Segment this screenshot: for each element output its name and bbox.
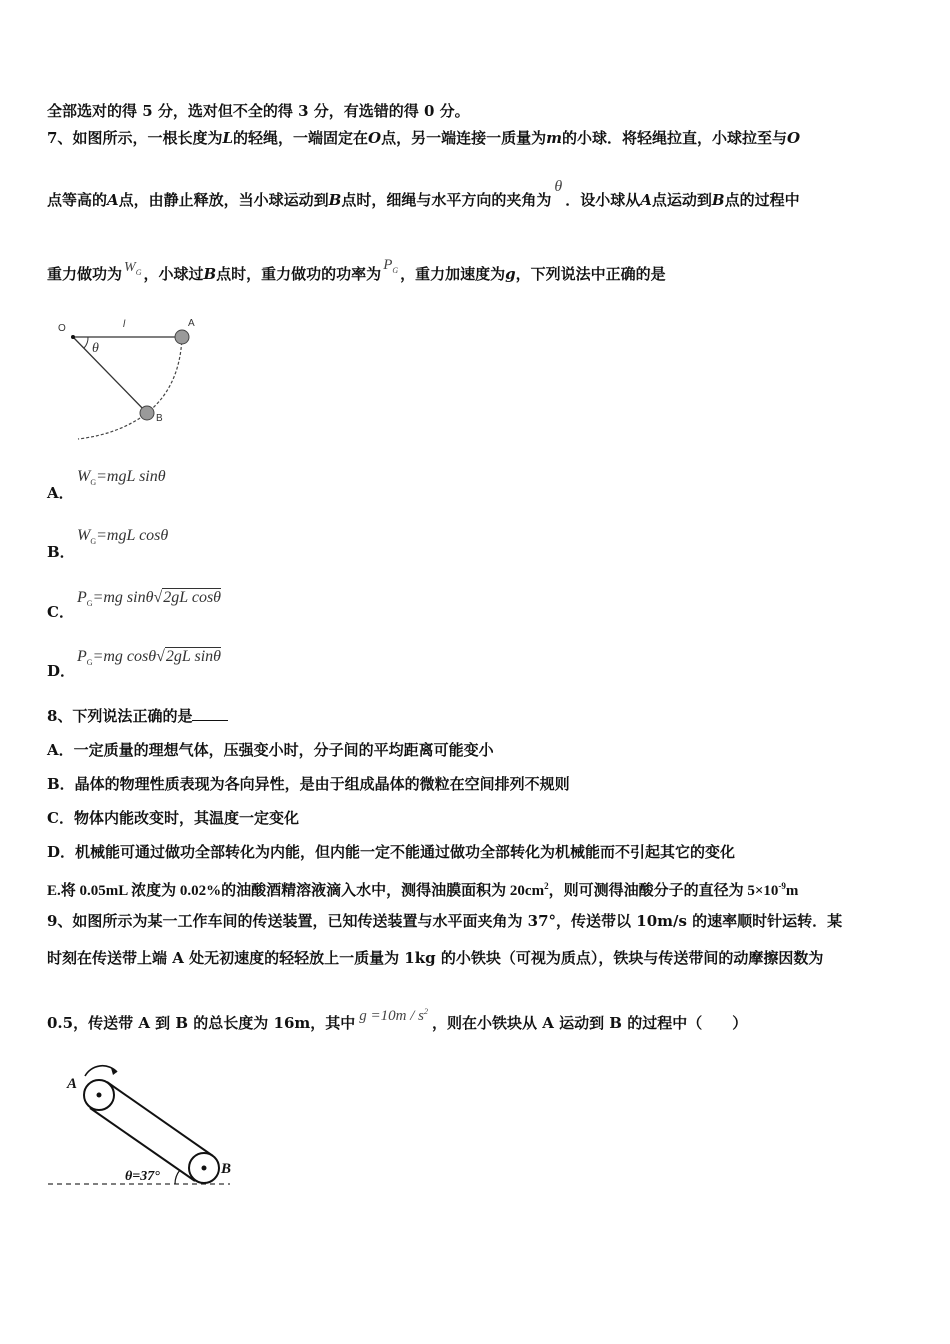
q7-stem-line-3 bbox=[47, 257, 666, 291]
q7-option-a-formula bbox=[77, 468, 166, 487]
symbol-L: L bbox=[222, 129, 233, 147]
sqrt-sign: √ bbox=[156, 648, 165, 665]
symbol-B: B bbox=[203, 265, 217, 283]
q7-text: 的小球．将轻绳拉直，小球拉至与 bbox=[561, 129, 787, 147]
subscript-G: G bbox=[392, 266, 399, 275]
symbol-P: P bbox=[77, 589, 87, 606]
q8-option-e-text: ，则可测得油酸分子的直径为 5×10 bbox=[548, 883, 779, 899]
q7-text: ，下列说法中正确的是 bbox=[515, 265, 666, 283]
q7-text: ，重力加速度为 bbox=[400, 265, 506, 283]
subscript-G: G bbox=[86, 599, 93, 609]
subscript-G: G bbox=[90, 478, 97, 488]
superscript: 2 bbox=[424, 1007, 428, 1016]
q7-text: 点，由静止释放，当小球运动到 bbox=[118, 191, 329, 209]
q8-option-c: C．物体内能改变时，其温度一定变化 bbox=[47, 809, 299, 827]
angle-arc bbox=[175, 1170, 180, 1184]
symbol-O: O bbox=[787, 129, 801, 147]
q7-text: ，小球过 bbox=[143, 265, 204, 283]
angle-arc bbox=[84, 337, 88, 348]
q7-text: 点时，重力做功的功率为 bbox=[216, 265, 382, 283]
q8-stem bbox=[47, 706, 228, 726]
sqrt-radicand: 2gL sinθ bbox=[165, 648, 222, 665]
conveyor-figure bbox=[45, 1060, 245, 1190]
subscript-G: G bbox=[90, 537, 97, 547]
q7-option-d-label: D． bbox=[47, 662, 76, 680]
sqrt-radicand: 2gL cosθ bbox=[163, 589, 222, 606]
label-angle: θ=37° bbox=[125, 1169, 160, 1184]
symbol-W: W bbox=[124, 260, 136, 275]
symbol-O: O bbox=[368, 129, 382, 147]
q7-option-c-formula bbox=[77, 589, 221, 608]
symbol-g: g bbox=[505, 265, 516, 283]
symbol-B: B bbox=[711, 191, 725, 209]
q9-text: 0.5，传送带 A 到 B 的总长度为 16m，其中 bbox=[47, 1014, 356, 1032]
symbol-W: W bbox=[77, 468, 91, 485]
formula-rhs: =mgL sinθ bbox=[96, 468, 166, 485]
pulley-A-axle bbox=[97, 1093, 102, 1098]
formula-g bbox=[359, 1002, 428, 1026]
intro-line: 全部选对的得 5 分，选对但不全的得 3 分，有选错的得 0 分。 bbox=[47, 102, 470, 120]
label-B: B bbox=[156, 413, 163, 424]
q9-text: ，则在小铁块从 A 运动到 B 的过程中（ ） bbox=[432, 1014, 748, 1032]
belt-top bbox=[107, 1082, 213, 1156]
symbol-W: W bbox=[77, 527, 91, 544]
q8-option-d: D．机械能可通过做功全部转化为内能，但内能一定不能通过做功全部转化为机械能而不引起其它的变化 bbox=[47, 843, 736, 861]
q7-option-b-label: B． bbox=[47, 543, 75, 561]
q7-stem-line-2 bbox=[47, 178, 800, 211]
q7-text: 点的过程中 bbox=[724, 191, 800, 209]
superscript: -9 bbox=[778, 881, 786, 891]
label-l: l bbox=[123, 319, 126, 330]
subscript-G: G bbox=[135, 267, 142, 277]
q8-option-a: A．一定质量的理想气体，压强变小时，分子间的平均距离可能变小 bbox=[47, 741, 494, 759]
q7-text: 点，另一端连接一质量为 bbox=[381, 129, 547, 147]
q9-stem-line-3 bbox=[47, 1007, 748, 1034]
label-B: B bbox=[221, 1161, 232, 1177]
label-A: A bbox=[188, 318, 195, 329]
q8-option-b: B．晶体的物理性质表现为各向异性，是由于组成晶体的微粒在空间排列不规则 bbox=[47, 775, 570, 793]
symbol-A: A bbox=[107, 191, 119, 209]
superscript: 2 bbox=[544, 881, 549, 891]
q8-option-e-text: E.将 0.05mL 浓度为 0.02%的油酸酒精溶液滴入水中，测得油膜面积为 20cm bbox=[47, 883, 545, 899]
q7-text: ．设小球从 bbox=[565, 191, 641, 209]
label-theta: θ bbox=[92, 341, 99, 356]
formula-rhs: =mgL cosθ bbox=[96, 527, 169, 544]
ball-A bbox=[175, 330, 189, 344]
q7-stem-line-1 bbox=[47, 128, 800, 148]
formula-rhs: =mg cosθ bbox=[92, 648, 157, 665]
symbol-WG bbox=[124, 258, 141, 283]
q7-text: 如图所示，一根长度为 bbox=[72, 129, 223, 147]
q7-option-c-label: C． bbox=[47, 603, 74, 621]
q7-option-b-formula bbox=[77, 527, 168, 546]
symbol-theta: θ bbox=[554, 178, 563, 195]
label-O: O bbox=[58, 323, 66, 334]
q7-option-a-label: A． bbox=[47, 484, 74, 502]
q7-text: 点等高的 bbox=[47, 191, 108, 209]
q8-option-e bbox=[47, 876, 798, 901]
pulley-B-axle bbox=[202, 1166, 207, 1171]
symbol-P: P bbox=[383, 257, 393, 273]
symbol-B: B bbox=[328, 191, 342, 209]
formula-rhs: =mg sinθ bbox=[92, 589, 154, 606]
q7-number: 7、 bbox=[47, 129, 73, 147]
pendulum-figure bbox=[50, 312, 220, 447]
symbol-P: P bbox=[77, 648, 87, 665]
label-A: A bbox=[67, 1076, 78, 1092]
q7-text: 的轻绳，一端固定在 bbox=[233, 129, 369, 147]
ball-B bbox=[140, 406, 154, 420]
q7-text: 点运动到 bbox=[651, 191, 712, 209]
symbol-A: A bbox=[640, 191, 652, 209]
symbol-PG bbox=[383, 255, 398, 281]
q8-option-e-text: m bbox=[785, 883, 799, 899]
symbol-m: m bbox=[546, 129, 562, 147]
pivot-point bbox=[71, 335, 75, 339]
q7-text: 重力做功为 bbox=[47, 265, 123, 283]
rope-to-B bbox=[73, 337, 147, 413]
formula-g-text: g =10m / s bbox=[359, 1008, 424, 1024]
q7-option-d-formula bbox=[77, 648, 221, 667]
q9-stem-line-1: 9、如图所示为某一工作车间的传送装置，已知传送装置与水平面夹角为 37°，传送带以 10m/s 的速率顺时针运转．某 bbox=[47, 912, 843, 930]
q8-stem-text: 8、下列说法正确的是 bbox=[47, 707, 193, 725]
subscript-G: G bbox=[86, 658, 93, 668]
q9-stem-line-2: 时刻在传送带上端 A 处无初速度的轻轻放上一质量为 1kg 的小铁块（可视为质点），铁块与传送带间的动摩擦因数为 bbox=[47, 949, 824, 967]
q7-text: 点时，细绳与水平方向的夹角为 bbox=[341, 191, 552, 209]
sqrt-sign: √ bbox=[153, 589, 163, 606]
answer-blank bbox=[192, 706, 228, 721]
